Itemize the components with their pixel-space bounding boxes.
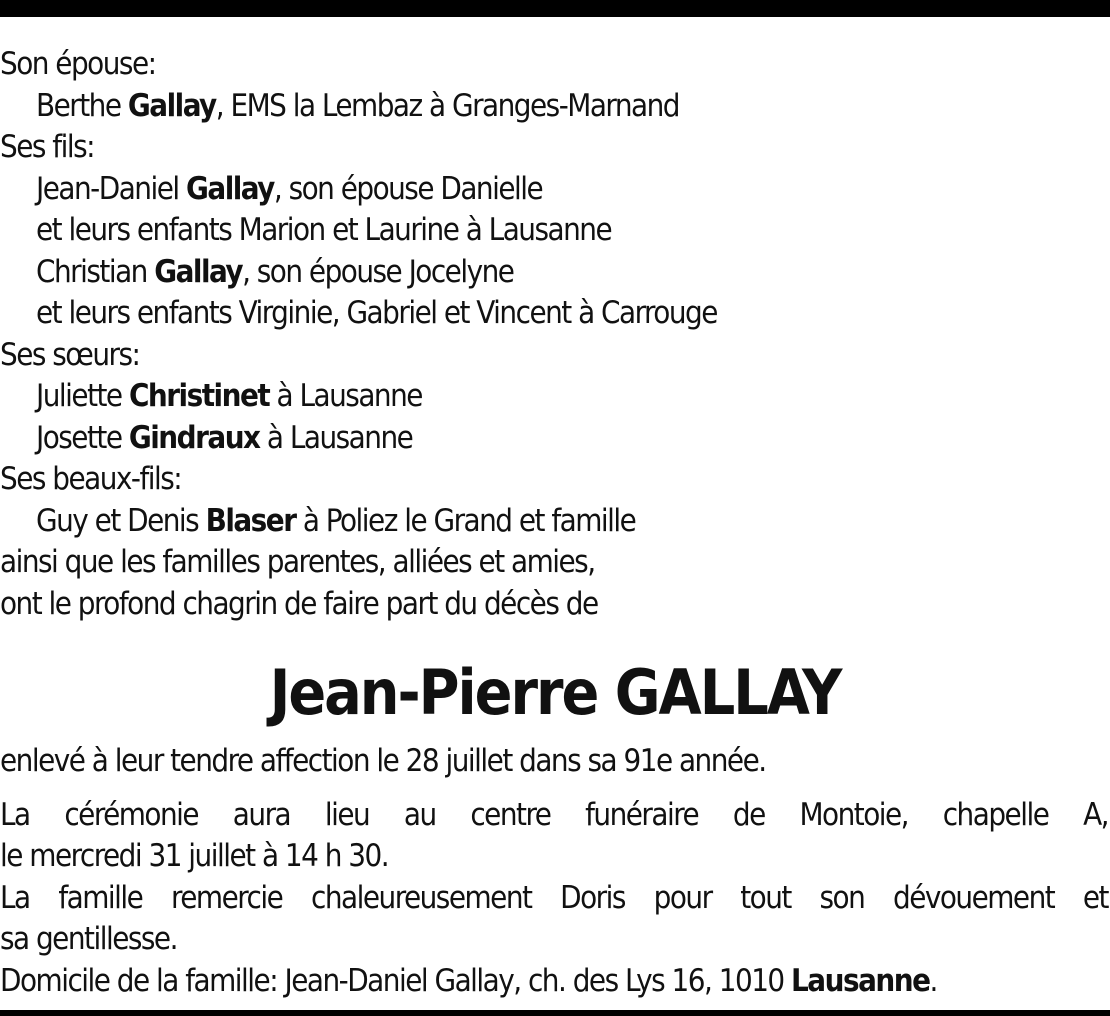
spacer bbox=[0, 783, 1110, 795]
domicile-city: Lausanne bbox=[791, 962, 930, 999]
family-surname: Gallay bbox=[127, 87, 216, 124]
deceased-name: Jean-Pierre GALLAY bbox=[269, 656, 841, 729]
family-surname: Gallay bbox=[154, 253, 243, 290]
obituary-notice bbox=[0, 44, 1110, 1002]
thanks-line-1: La famille remercie chaleureusement Doris pour tout son dévouement et bbox=[0, 879, 1108, 916]
announcement-intro: ont le profond chagrin de faire part du décès de bbox=[0, 585, 598, 622]
thanks-line-2: sa gentillesse. bbox=[0, 921, 177, 957]
family-member-josette: Josette Gindraux à Lausanne bbox=[36, 419, 413, 456]
family-label-stepsons: Ses beaux-fils: bbox=[0, 461, 182, 497]
family-member-christian: Christian Gallay, son épouse Jocelyne bbox=[36, 253, 514, 290]
top-rule bbox=[0, 0, 1110, 17]
family-member-children-2: et leurs enfants Virginie, Gabriel et Vincent à Carrouge bbox=[36, 295, 717, 331]
family-label-spouse: Son épouse: bbox=[0, 46, 156, 82]
domicile-line: Domicile de la famille: Jean-Daniel Gallay, ch. des Lys 16, 1010 Lausanne. bbox=[0, 962, 937, 999]
family-member-jean-daniel: Jean-Daniel Gallay, son épouse Danielle bbox=[36, 170, 543, 207]
family-surname: Gindraux bbox=[128, 419, 260, 456]
announcement-text: enlevé à leur tendre affection le 28 juillet dans sa 91e année. bbox=[0, 743, 766, 779]
family-label-sisters: Ses sœurs: bbox=[0, 336, 140, 373]
bottom-rule bbox=[0, 1010, 1110, 1016]
family-relatives-line: ainsi que les familles parentes, alliées et amies, bbox=[0, 544, 595, 580]
ceremony-line-1: La cérémonie aura lieu au centre funéraire de Montoie, chapelle A, bbox=[0, 796, 1108, 833]
family-surname: Blaser bbox=[205, 502, 296, 539]
family-surname: Christinet bbox=[128, 378, 270, 414]
family-label-sons: Ses fils: bbox=[0, 129, 95, 165]
family-member-juliette: Juliette Christinet à Lausanne bbox=[36, 378, 422, 414]
family-member-berthe: Berthe Gallay, EMS la Lembaz à Granges-Marnand bbox=[36, 87, 680, 124]
family-surname: Gallay bbox=[186, 170, 274, 207]
family-member-children-1: et leurs enfants Marion et Laurine à Lausanne bbox=[36, 212, 612, 248]
family-member-guy-denis: Guy et Denis Blaser à Poliez le Grand et famille bbox=[36, 502, 636, 539]
ceremony-line-2: le mercredi 31 juillet à 14 h 30. bbox=[0, 838, 389, 874]
